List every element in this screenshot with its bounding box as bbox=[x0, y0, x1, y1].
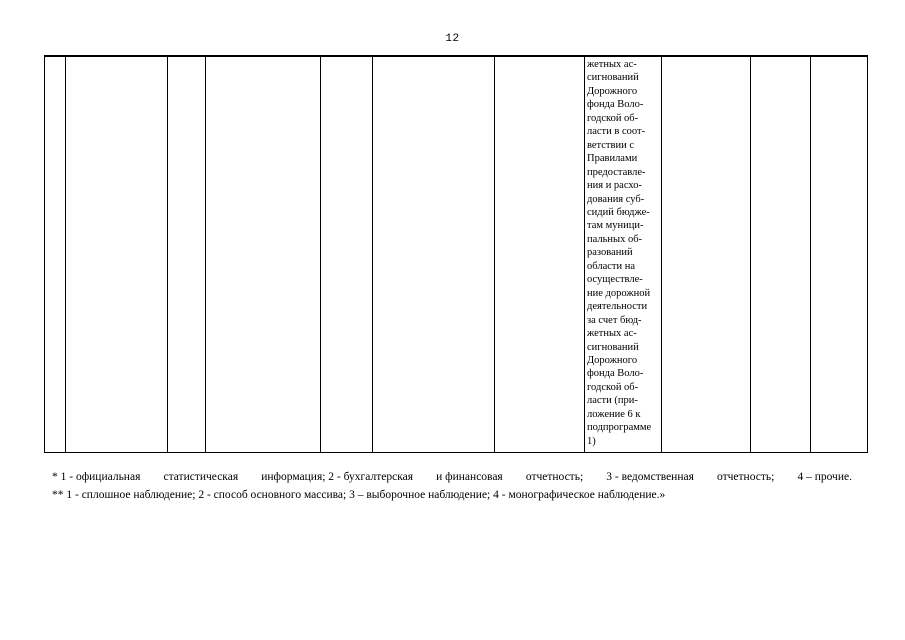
cell-text-line: ния и расхо- bbox=[587, 180, 642, 192]
cell-text-line: дования суб- bbox=[587, 193, 645, 205]
cell-text-line: Дорожного bbox=[587, 85, 638, 97]
cell-text-line: разований bbox=[587, 247, 633, 259]
footnote-source-types bbox=[52, 468, 852, 486]
cell-text-line: ние дорожной bbox=[587, 287, 651, 299]
cell-text-line: за счет бюд- bbox=[587, 314, 642, 326]
cell-text-line: осуществле- bbox=[587, 274, 643, 286]
cell-text-line: пальных об- bbox=[587, 233, 643, 245]
cell-text-line: фонда Воло- bbox=[587, 368, 644, 380]
cell-text-line: ложение 6 к bbox=[587, 408, 641, 420]
cell-text-line: годской об- bbox=[587, 381, 639, 393]
table-cell-col-9 bbox=[662, 56, 751, 453]
cell-text-line: ласти (при- bbox=[587, 395, 638, 407]
table-cell-col-5 bbox=[321, 56, 373, 453]
footnote-fragment: статистическая bbox=[163, 471, 239, 483]
cell-text-line: сигнований bbox=[587, 72, 639, 84]
table-cell-col-4 bbox=[206, 56, 321, 453]
table-cell-col-3 bbox=[168, 56, 206, 453]
cell-text-line: сигнований bbox=[587, 341, 639, 353]
cell-text-line: ласти в соот- bbox=[587, 126, 646, 138]
table-cell-col-10 bbox=[751, 56, 811, 453]
cell-text-line: годской об- bbox=[587, 112, 639, 124]
table-cell-col-1 bbox=[45, 56, 66, 453]
footnote-fragment: * 1 - официальная bbox=[52, 471, 141, 483]
table-cell-col-6 bbox=[373, 56, 495, 453]
footnote-fragment: 3 - ведомственная bbox=[606, 471, 694, 483]
footnote-fragment: информация; 2 - бухгалтерская bbox=[261, 471, 414, 483]
cell-text-line: Дорожного bbox=[587, 354, 638, 366]
indicator-table bbox=[44, 55, 868, 453]
cell-text-line: области на bbox=[587, 260, 636, 272]
footnote-fragment: отчетность; bbox=[717, 471, 775, 483]
cell-text-line: сидий бюдже- bbox=[587, 206, 650, 218]
table-cell-col-7 bbox=[495, 56, 585, 453]
footnote-fragment: 4 – прочие. bbox=[797, 471, 852, 483]
cell-text-line: фонда Воло- bbox=[587, 99, 644, 111]
cell-text-line: 1) bbox=[587, 435, 596, 447]
footnote-observation-types: ** 1 - сплошное наблюдение; 2 - способ основного массива; 3 – выборочное наблюдение; 4 - монографическое наблюдение.» bbox=[52, 489, 666, 501]
cell-text-line: ветствии с bbox=[587, 139, 635, 151]
cell-text-line: Правилами bbox=[587, 153, 638, 165]
cell-text-line: там муници- bbox=[587, 220, 644, 232]
footnote-fragment: и финансовая bbox=[436, 471, 503, 483]
cell-text-line: предоставле- bbox=[587, 166, 646, 178]
cell-text-line: жетных ас- bbox=[587, 59, 637, 70]
cell-text-line: деятельности bbox=[587, 301, 648, 313]
table-cell-col-2 bbox=[66, 56, 168, 453]
table-row bbox=[45, 56, 868, 453]
cell-text-line: жетных ас- bbox=[587, 328, 637, 340]
page-number: 12 bbox=[445, 33, 460, 45]
cell-text-line: подпрограмме bbox=[587, 422, 652, 434]
table-cell-col-11 bbox=[811, 56, 868, 453]
footnote-fragment: отчетность; bbox=[525, 471, 584, 483]
table-cell-method-description bbox=[585, 56, 662, 453]
footnotes bbox=[52, 468, 852, 504]
